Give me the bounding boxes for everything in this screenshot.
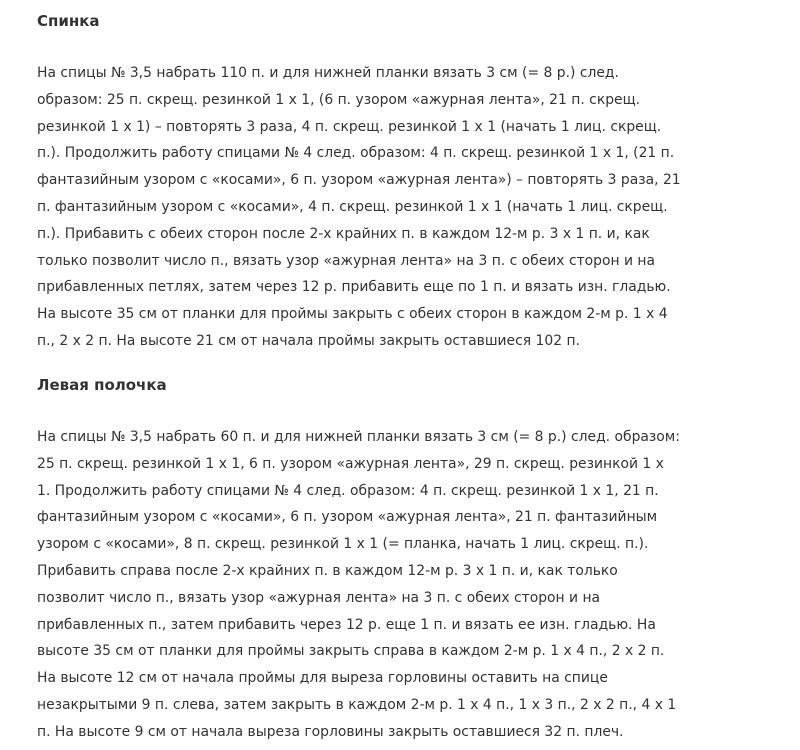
text-line: На высоте 35 см от планки для проймы закрыть с обеих сторон в каждом 2-м р. 1 х 4 [37, 306, 668, 323]
text-line: фантазийным узором с «косами», 6 п. узором «ажурная лента», 21 п. фантазийным [37, 509, 658, 526]
text-line: На спицы № 3,5 набрать 110 п. и для нижней планки вязать 3 см (= 8 р.) след. [37, 65, 619, 81]
text-line: На спицы № 3,5 набрать 60 п. и для нижней планки вязать 3 см (= 8 р.) след. образом: [37, 429, 680, 445]
text-line: Прибавить справа после 2-х крайних п. в каждом 12-м р. 3 х 1 п. и, как только [37, 562, 618, 579]
text-line: п.). Прибавить с обеих сторон после 2-х крайних п. в каждом 12-м р. 3 х 1 п. и, как [37, 225, 650, 242]
text-line: образом: 25 п. скрещ. резинкой 1 х 1, (6 п. узором «ажурная лента», 21 п. скрещ. [37, 91, 641, 108]
text-line: высоте 35 см от планки для проймы закрыть справа в каждом 2-м р. 1 х 4 п., 2 х 2 п. [37, 643, 665, 660]
text-line: На высоте 12 см от начала проймы для выреза горловины оставить на спице [37, 670, 608, 687]
text-line: 1. Продолжить работу спицами № 4 след. образом: 4 п. скрещ. резинкой 1 х 1, 21 п. [37, 482, 659, 499]
text-line: фантазийным узором с «косами», 6 п. узором «ажурная лента») – повторять 3 раза, 21 [37, 172, 681, 189]
text-line: узором с «косами», 8 п. скрещ. резинкой 1 х 1 (= планка, начать 1 лиц. скрещ. п.). [37, 536, 649, 553]
text-line: резинкой 1 х 1) – повторять 3 раза, 4 п. скрещ. резинкой 1 х 1 (начать 1 лиц. скрещ. [37, 118, 662, 135]
section-heading-back: Спинка [37, 12, 100, 30]
text-line: позволит число п., вязать узор «ажурная лента» на 3 п. с обеих сторон и на [37, 589, 601, 606]
text-line: прибавленных петлях, затем через 12 р. прибавить еще по 1 п. и вязать изн. гладью. [37, 279, 671, 296]
text-line: п., 2 х 2 п. На высоте 21 см от начала проймы закрыть оставшиеся 102 п. [37, 332, 580, 349]
section-paragraph-left-front [37, 424, 757, 746]
text-line: 25 п. скрещ. резинкой 1 х 1, 6 п. узором «ажурная лента», 29 п. скрещ. резинкой 1 х [37, 455, 664, 472]
text-line: незакрытыми 9 п. слева, затем закрыть в каждом 2-м р. 1 х 4 п., 1 х 3 п., 2 х 2 п., 4 х 1 [37, 696, 677, 713]
text-line: только позволит число п., вязать узор «ажурная лента» на 3 п. с обеих сторон и на [37, 252, 656, 269]
text-line: п.). Продолжить работу спицами № 4 след. образом: 4 п. скрещ. резинкой 1 х 1, (21 п. [37, 145, 675, 162]
text-line: п. фантазийным узором с «косами», 4 п. скрещ. резинкой 1 х 1 (начать 1 лиц. скрещ. [37, 198, 668, 215]
text-line: п. На высоте 9 см от начала выреза горловины закрыть оставшиеся 32 п. плеч. [37, 723, 624, 740]
text-line: прибавленных п., затем прибавить через 12 р. еще 1 п. и вязать ее изн. гладью. На [37, 616, 656, 633]
section-heading-left-front: Левая полочка [37, 376, 167, 394]
section-paragraph-back [37, 60, 757, 355]
